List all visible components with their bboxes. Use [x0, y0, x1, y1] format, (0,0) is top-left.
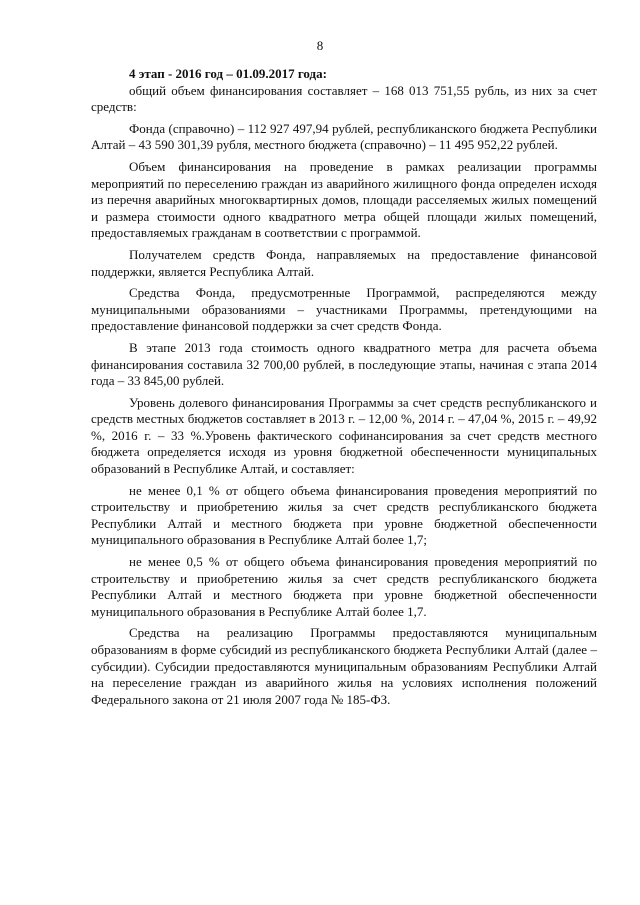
paragraph-9: не менее 0,5 % от общего объема финансирования проведения мероприятий по строительству и приобретению жилья за счет средств республиканского бюджета Республики Алтай и местного бюджета при уровне бюджетной обеспеченности муниципального образования в Республике Алтай более 1,7. — [91, 554, 597, 619]
page-number: 8 — [316, 38, 324, 53]
section-heading: 4 этап - 2016 год – 01.09.2017 года: — [129, 66, 327, 81]
paragraph-5: Средства Фонда, предусмотренные Программой, распределяются между муниципальными образованиями – участниками Программы, претендующими на предоставление финансовой поддержки за счет средств Фонда. — [91, 285, 597, 334]
paragraph-4: Получателем средств Фонда, направляемых на предоставление финансовой поддержки, является Республика Алтай. — [91, 246, 597, 279]
paragraph-2: Фонда (справочно) – 112 927 497,94 рублей, республиканского бюджета Республики Алтай – 43 590 301,39 рубля, местного бюджета (справочно) – 11 495 952,22 рублей. — [91, 120, 597, 153]
paragraph-3: Объем финансирования на проведение в рамках реализации программы мероприятий по переселению граждан из аварийного жилищного фонда определен исходя из перечня аварийных многоквартирных домов, площади расселяемых жилых помещений и размера стоимости одного квадратного метра общей площади жилых помещений, предоставляемых гражданам в соответствии с программой. — [91, 158, 597, 241]
paragraph-1: общий объем финансирования составляет – 168 013 751,55 рубль, из них за счет средств: — [91, 82, 597, 115]
paragraph-10: Средства на реализацию Программы предоставляются муниципальным образованиям в форме субсидий из республиканского бюджета Республики Алтай (далее – субсидии). Субсидии предоставляются муниципальным образованиям Республики Алтай на переселение граждан из аварийного жилья на условиях исполнения положений Федерального закона от 21 июля 2007 года № 185-ФЗ. — [91, 625, 597, 707]
paragraph-7: Уровень долевого финансирования Программы за счет средств республиканского и средств местных бюджетов составляет в 2013 г. – 12,00 %, 2014 г. – 47,04 %, 2015 г. – 49,92 %, 2016 г. – 33 %.Уровень фактического софинансирования за счет средств местного бюджета определяется исходя из уровня бюджетной обеспеченности муниципальных образований в Республике Алтай, и составляет: — [91, 394, 597, 477]
paragraph-8: не менее 0,1 % от общего объема финансирования проведения мероприятий по строительству и приобретению жилья за счет средств республиканского бюджета Республики Алтай и местного бюджета при уровне бюджетной обеспеченности муниципального образования в Республике Алтай более 1,7; — [91, 482, 597, 548]
paragraph-6: В этапе 2013 года стоимость одного квадратного метра для расчета объема финансирования составила 32 700,00 рублей, в последующие этапы, начиная с этапа 2014 года – 33 845,00 рублей. — [91, 339, 597, 389]
document-body — [91, 66, 597, 713]
